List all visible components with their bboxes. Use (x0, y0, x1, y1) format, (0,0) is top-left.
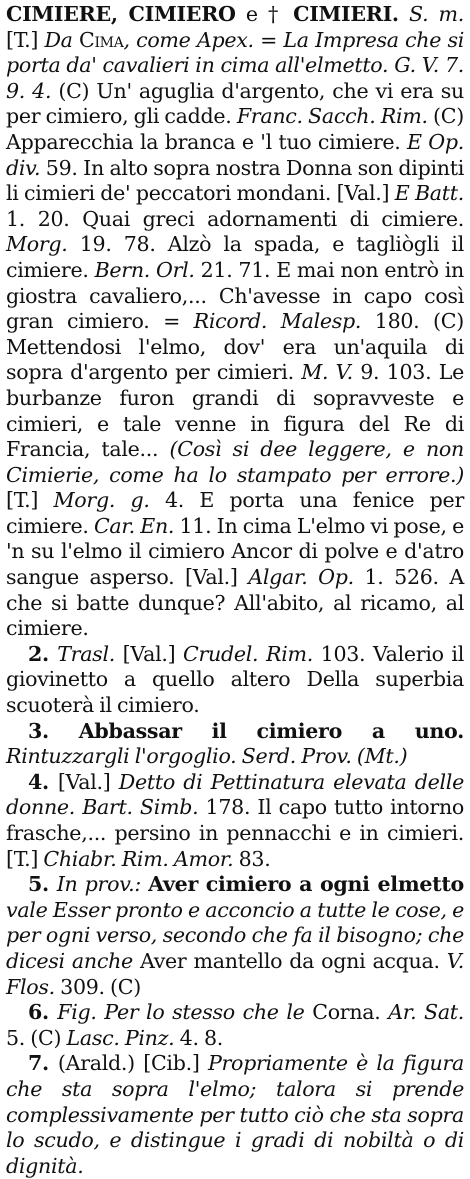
entry-paragraph-3 (6, 719, 464, 770)
text-segment: Morg. g. (53, 488, 150, 513)
text-segment: 4. 8. (174, 1025, 224, 1050)
text-segment: , come Apex. = La Impresa che si porta da' cavalieri in cima all'elmetto. G. V. 7. 9. 4. (6, 27, 464, 103)
text-segment: Algar. Op. (248, 565, 354, 590)
entry-paragraph-5 (6, 872, 464, 1000)
text-segment: Franc. Sacch. Rim. (236, 104, 428, 129)
text-segment: Corna. (304, 1000, 389, 1025)
text-segment: Bart. Simb. (82, 795, 199, 820)
text-segment: 103. Valerio il giovinetto a quello altero Della superbia scuoterà il cimiero. (6, 641, 464, 718)
text-segment: Ar. Sat. (388, 1000, 465, 1025)
text-segment: M. V. (301, 360, 353, 385)
text-segment: Aver mantello da ogni acqua. (132, 948, 447, 973)
text-segment: 5. (C) (6, 1025, 67, 1050)
text-segment: 5. (28, 872, 57, 897)
text-segment: (Così si dee leggere, e non Cimierie, come ha lo stampato per errore.) (6, 437, 464, 487)
text-segment: e † (235, 2, 294, 26)
text-segment: E Batt. (394, 181, 464, 206)
entry-paragraph-7 (6, 1051, 464, 1179)
text-segment: 19. 78. Alzò la spada, e tagliògli il cimiere. (6, 232, 464, 282)
text-segment: 83. (233, 846, 271, 871)
text-segment: Trasl. (57, 641, 115, 666)
text-segment: V. Flos. (6, 948, 464, 999)
text-segment: 6. (28, 1000, 58, 1025)
text-segment: 1. 526. A che si batte dunque? All'abito, al ricamo, al cimiere. (6, 565, 464, 641)
text-segment: 178. Il capo tutto intorno frasche,... persino in pennacchi e in cimieri. [T.] (6, 795, 465, 871)
text-segment: Fig. Per lo stesso che le (57, 1000, 305, 1025)
entry-paragraph-2 (6, 642, 464, 719)
text-segment: Chiabr. Rim. Amor. (43, 846, 234, 871)
text-segment: CIMIERE, CIMIERO (6, 2, 236, 26)
text-segment: Car. En. (93, 513, 175, 538)
text-segment: 9. 103. Le burbanze furon grandi di sopravveste e cimieri, e tale venne in figura del Re di Francia, tale... (6, 360, 464, 462)
text-segment: 309. (C) (54, 974, 141, 999)
text-segment: Da (44, 27, 79, 52)
text-segment: 59. In alto sopra nostra Donna son dipinti li cimieri de' peccatori mondani. [Val.] (6, 155, 464, 206)
text-segment: 3. (28, 718, 79, 743)
text-segment: In prov.: (56, 872, 141, 897)
text-segment: vale Esser pronto e acconcio a tutte le cose, e per ogni verso, secondo che fa il bisogno; che dicesi anche (6, 897, 464, 973)
text-segment: (C) Apparecchia la branca e 'l tuo cimiere. (6, 104, 464, 154)
text-segment: Rintuzzargli l'orgoglio. Serd. Prov. (Mt.) (6, 744, 408, 769)
text-segment: CIMIERI. (293, 2, 399, 26)
text-segment: Aver cimiero a ogni elmetto (148, 872, 464, 897)
text-segment: 7. (28, 1051, 58, 1076)
text-segment: E Op. div. (6, 129, 464, 180)
text-segment: 11. In cima L'elmo vi pose, e 'n su l'elmo il cimiero Ancor di polve e d'atro sangue asperso. [Val.] (6, 513, 464, 590)
text-segment: 180. (C) Mettendosi l'elmo, dov' era un'aquila di sopra d'argento per cimieri. (6, 309, 464, 385)
text-segment: (Arald.) [Cib.] (57, 1051, 208, 1076)
dictionary-entry (6, 2, 464, 1179)
entry-paragraph-4 (6, 770, 464, 872)
text-segment: [Val.] (114, 641, 184, 666)
text-segment: [T.] (6, 488, 54, 513)
text-segment: S. m. (398, 2, 464, 26)
text-segment: Abbassar il cimiero a uno. (78, 718, 464, 743)
text-segment: (C) Un' aguglia d'argento, che vi era su per cimiero, gli cadde. (6, 78, 465, 129)
text-segment: Crudel. Rim. (183, 641, 313, 666)
text-segment: Morg. (6, 232, 68, 257)
text-segment: Lasc. Pinz. (66, 1025, 175, 1050)
text-segment: 4. E porta una fenice per cimiere. (6, 488, 464, 538)
text-segment: Detto di Pettinatura elevata delle donne. (6, 769, 464, 820)
text-segment: 21. 71. E mai non entrò in giostra cavaliero,... Ch'avesse in capo così gran cimiero. = (6, 257, 464, 334)
text-segment: 4. (28, 769, 58, 794)
text-segment: Bern. Orl. (94, 257, 195, 282)
text-segment: 1. 20. Quai greci adornamenti di cimiere. (6, 206, 464, 231)
text-segment (141, 872, 148, 896)
text-segment: [T.] (6, 27, 45, 52)
entry-paragraph-main (6, 2, 464, 642)
text-segment: Ricord. Malesp. (193, 309, 362, 334)
text-segment: 2. (28, 641, 58, 666)
text-segment: Cima (78, 27, 124, 52)
text-segment: Propriamente è la figura che sta sopra l'elmo; talora si prende complessivamente per tutto ciò che sta sopra lo scudo, e distingue i gradi di nobiltà o di dignità. (6, 1051, 464, 1178)
entry-paragraph-6 (6, 1000, 464, 1051)
text-segment: [Val.] (57, 769, 119, 794)
